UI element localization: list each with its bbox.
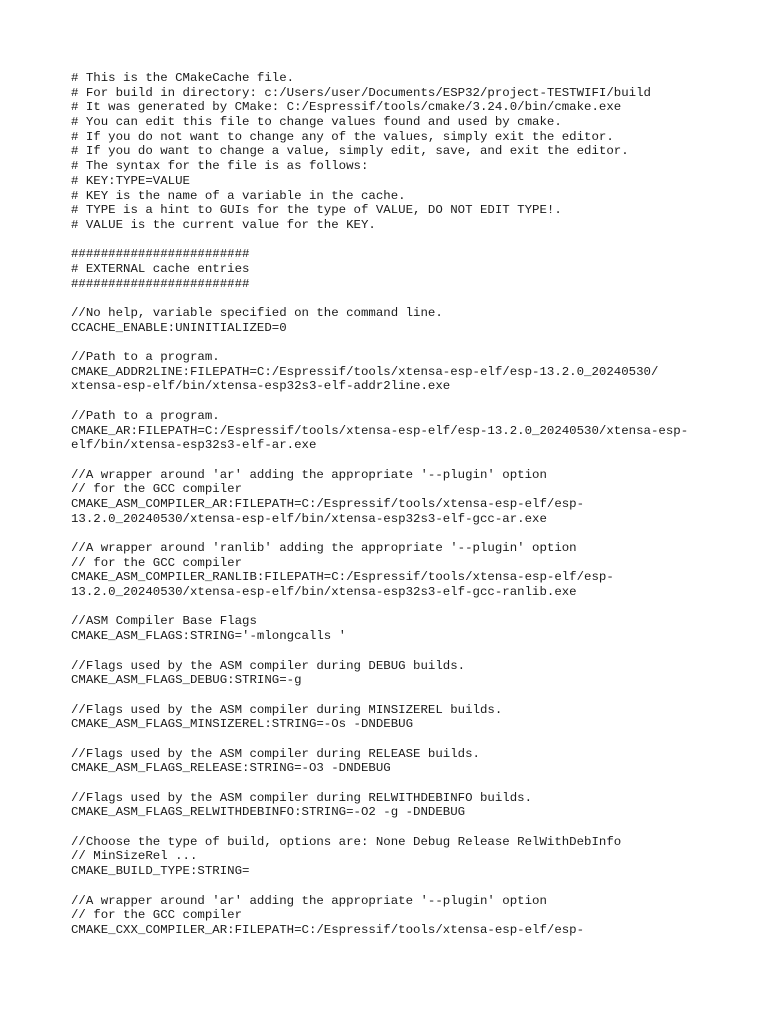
document-line: ######################## [71,247,250,262]
document-line: CMAKE_CXX_COMPILER_AR:FILEPATH=C:/Espressif/tools/xtensa-esp-elf/esp- [71,922,585,937]
document-line: CMAKE_ASM_FLAGS_RELEASE:STRING=-O3 -DNDEBUG [71,761,391,776]
document-line: # If you do not want to change any of the values, simply exit the editor. [71,129,614,144]
document-line: CMAKE_ASM_COMPILER_RANLIB:FILEPATH=C:/Espressif/tools/xtensa-esp-elf/esp- [71,570,614,585]
document-line [71,600,751,615]
document-line: // for the GCC compiler [71,482,243,497]
document-line: //Choose the type of build, options are: None Debug Release RelWithDebInfo [71,834,622,849]
document-line: CMAKE_ASM_COMPILER_AR:FILEPATH=C:/Espressif/tools/xtensa-esp-elf/esp- [71,496,585,511]
document-line: //ASM Compiler Base Flags [71,614,257,629]
document-line: # For build in directory: c:/Users/user/Documents/ESP32/project-TESTWIFI/build [71,85,651,100]
document-line [71,291,751,306]
document-line: //Path to a program. [71,408,220,423]
document-line [71,233,751,248]
document-line: elf/bin/xtensa-esp32s3-elf-ar.exe [71,438,317,453]
document-line [71,526,751,541]
document-line: ######################## [71,276,250,291]
document-line: CMAKE_ASM_FLAGS:STRING='-mlongcalls ' [71,629,347,644]
document-line: CMAKE_ASM_FLAGS_RELWITHDEBINFO:STRING=-O2 -g -DNDEBUG [71,805,466,820]
document-line: //No help, variable specified on the command line. [71,306,443,320]
document-line: # KEY is the name of a variable in the cache. [71,188,406,203]
document-line: //Flags used by the ASM compiler during RELEASE builds. [71,746,480,761]
document-line: CMAKE_ASM_FLAGS_DEBUG:STRING=-g [71,673,302,688]
document-line: // MinSizeRel ... [71,849,198,864]
document-line: CMAKE_ADDR2LINE:FILEPATH=C:/Espressif/tools/xtensa-esp-elf/esp-13.2.0_20240530/ [71,364,659,379]
document-line: # VALUE is the current value for the KEY. [71,217,376,232]
document-line: # The syntax for the file is as follows: [71,159,369,174]
document-line: # If you do want to change a value, simply edit, save, and exit the editor. [71,144,629,159]
document-line: 13.2.0_20240530/xtensa-esp-elf/bin/xtensa-esp32s3-elf-gcc-ar.exe [71,511,547,526]
document-line: //A wrapper around 'ranlib' adding the appropriate '--plugin' option [71,541,577,555]
document-line: # TYPE is a hint to GUIs for the type of VALUE, DO NOT EDIT TYPE!. [71,203,562,218]
document-line: # KEY:TYPE=VALUE [71,173,190,188]
document-line: CMAKE_AR:FILEPATH=C:/Espressif/tools/xtensa-esp-elf/esp-13.2.0_20240530/xtensa-esp- [71,423,689,438]
document-line [71,644,751,659]
document-line [71,776,751,791]
document-line [71,394,751,409]
document-page [71,71,751,938]
document-line: # You can edit this file to change values found and used by cmake. [71,115,562,130]
document-line [71,879,751,894]
document-line [71,732,751,747]
document-line: //A wrapper around 'ar' adding the appropriate '--plugin' option [71,893,547,908]
document-line: //Flags used by the ASM compiler during MINSIZEREL builds. [71,702,503,717]
document-line: CMAKE_ASM_FLAGS_MINSIZEREL:STRING=-Os -DNDEBUG [71,717,414,732]
document-line: xtensa-esp-elf/bin/xtensa-esp32s3-elf-addr2line.exe [71,379,451,394]
document-line: # It was generated by CMake: C:/Espressif/tools/cmake/3.24.0/bin/cmake.exe [71,100,622,115]
document-line: //A wrapper around 'ar' adding the appropriate '--plugin' option [71,467,547,482]
document-line: CMAKE_BUILD_TYPE:STRING= [71,864,250,879]
document-line [71,335,751,350]
document-line: 13.2.0_20240530/xtensa-esp-elf/bin/xtensa-esp32s3-elf-gcc-ranlib.exe [71,585,577,600]
document-line [71,820,751,835]
document-line [71,453,751,468]
document-line: // for the GCC compiler [71,555,243,570]
document-line: # EXTERNAL cache entries [71,261,250,276]
document-line: # This is the CMakeCache file. [71,71,295,85]
document-line [71,688,751,703]
document-line: CCACHE_ENABLE:UNINITIALIZED=0 [71,320,287,335]
document-line: //Path to a program. [71,350,220,365]
document-line: //Flags used by the ASM compiler during DEBUG builds. [71,658,466,673]
document-line: // for the GCC compiler [71,908,243,923]
document-line: //Flags used by the ASM compiler during RELWITHDEBINFO builds. [71,790,533,805]
